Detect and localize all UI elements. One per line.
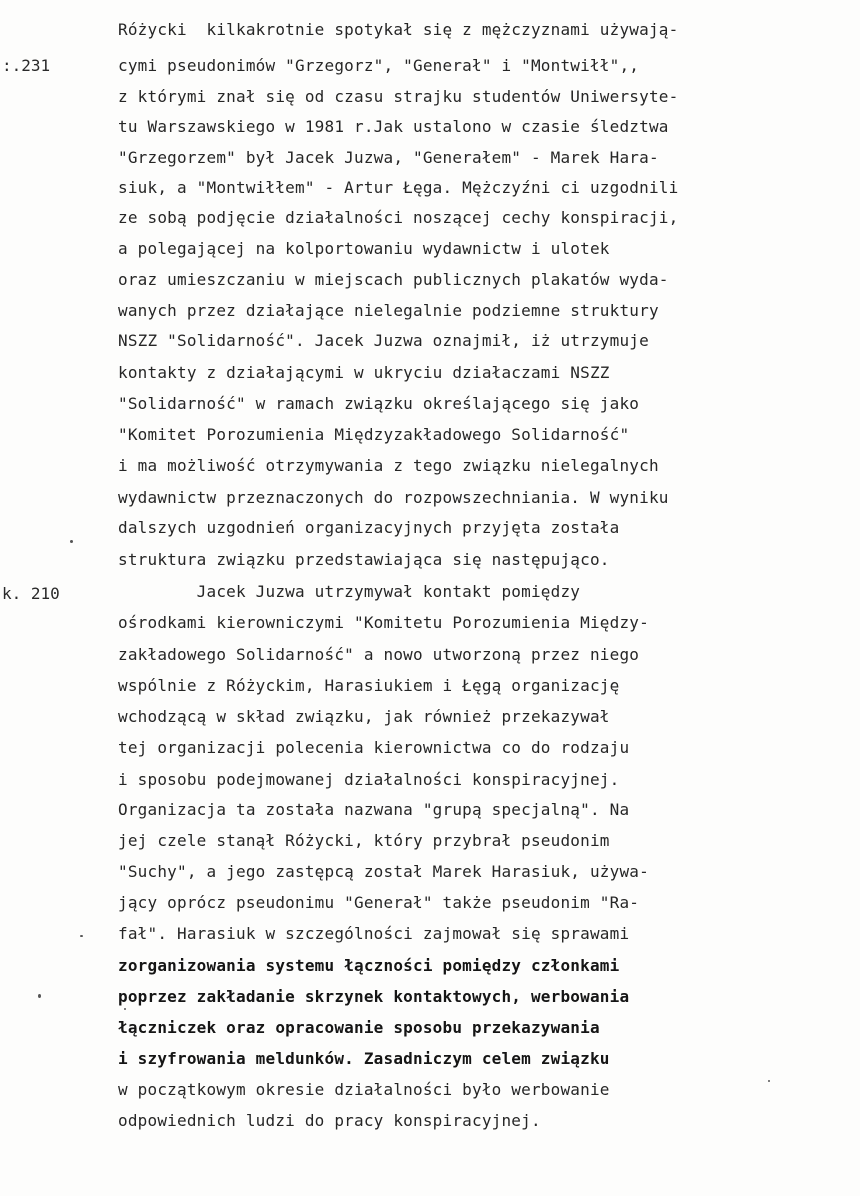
text-line: wspólnie z Różyckim, Harasiukiem i Łęgą organizację <box>118 676 620 695</box>
text-line: dalszych uzgodnień organizacyjnych przyjęta została <box>118 518 620 537</box>
text-line: w początkowym okresie działalności było werbowanie <box>118 1080 610 1099</box>
text-line: NSZZ "Solidarność". Jacek Juzwa oznajmił, iż utrzymuje <box>118 331 649 350</box>
text-line: jej czele stanął Różycki, który przybrał pseudonim <box>118 831 610 850</box>
text-line: ze sobą podjęcie działalności noszącej cechy konspiracji, <box>118 208 679 227</box>
text-line: fał". Harasiuk w szczególności zajmował się sprawami <box>118 924 630 943</box>
text-line: cymi pseudonimów "Grzegorz", "Generał" i "Montwiłł",, <box>118 56 640 75</box>
margin-page-reference: k. 210 <box>2 584 60 603</box>
text-line: a polegającej na kolportowaniu wydawnictw i ulotek <box>118 239 610 258</box>
text-line: zakładowego Solidarność" a nowo utworzoną przez niego <box>118 645 640 664</box>
scan-speck <box>38 994 41 998</box>
text-line: wanych przez działające nielegalnie podziemne struktury <box>118 301 659 320</box>
text-line: wydawnictw przeznaczonych do rozpowszechniania. W wyniku <box>118 488 669 507</box>
scan-speck <box>124 1008 126 1010</box>
text-line: zorganizowania systemu łączności pomiędzy członkami <box>118 956 620 975</box>
scan-speck <box>80 935 83 937</box>
text-line: łączniczek oraz opracowanie sposobu przekazywania <box>118 1018 600 1037</box>
text-line: oraz umieszczaniu w miejscach publicznych plakatów wyda- <box>118 270 669 289</box>
text-line: struktura związku przedstawiająca się następująco. <box>118 550 610 569</box>
scan-speck <box>70 540 73 543</box>
text-line: i sposobu podejmowanej działalności konspiracyjnej. <box>118 770 620 789</box>
text-line: Organizacja ta została nazwana "grupą specjalną". Na <box>118 800 630 819</box>
text-line: "Komitet Porozumienia Międzyzakładowego Solidarność" <box>118 425 630 444</box>
margin-page-reference: :.231 <box>2 56 51 75</box>
text-line: "Suchy", a jego zastępcą został Marek Harasiuk, używa- <box>118 862 649 881</box>
text-line: jący oprócz pseudonimu "Generał" także pseudonim "Ra- <box>118 893 640 912</box>
text-line: z którymi znał się od czasu strajku studentów Uniwersyte- <box>118 87 679 106</box>
text-line: odpowiednich ludzi do pracy konspiracyjnej. <box>118 1111 541 1130</box>
text-line: Różycki kilkakrotnie spotykał się z mężczyznami używają- <box>118 20 679 39</box>
text-line: tej organizacji polecenia kierownictwa co do rodzaju <box>118 738 630 757</box>
text-line: i szyfrowania meldunków. Zasadniczym celem związku <box>118 1049 610 1068</box>
text-line: kontakty z działającymi w ukryciu działaczami NSZZ <box>118 363 610 382</box>
text-line: i ma możliwość otrzymywania z tego związku nielegalnych <box>118 456 659 475</box>
text-line: tu Warszawskiego w 1981 r.Jak ustalono w czasie śledztwa <box>118 117 669 136</box>
text-line: "Solidarność" w ramach związku określającego się jako <box>118 394 640 413</box>
text-line: wchodzącą w skład związku, jak również przekazywał <box>118 707 610 726</box>
text-line: siuk, a "Montwiłłem" - Artur Łęga. Mężczyźni ci uzgodnili <box>118 178 679 197</box>
text-line: poprzez zakładanie skrzynek kontaktowych, werbowania <box>118 987 630 1006</box>
text-line: Jacek Juzwa utrzymywał kontakt pomiędzy <box>118 582 581 601</box>
text-line: "Grzegorzem" był Jacek Juzwa, "Generałem" - Marek Hara- <box>118 148 659 167</box>
text-line: ośrodkami kierowniczymi "Komitetu Porozumienia Między- <box>118 613 649 632</box>
scan-speck <box>768 1080 770 1082</box>
